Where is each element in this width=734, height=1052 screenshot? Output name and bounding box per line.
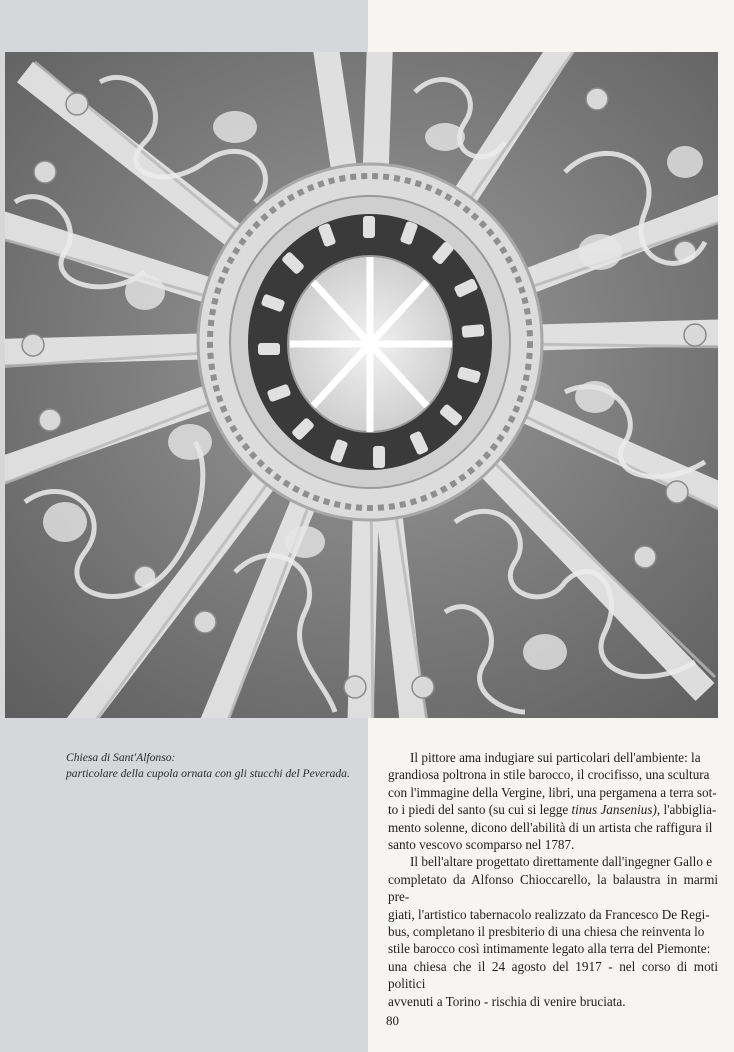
- caption-line-1: Chiesa di Sant'Alfonso:: [66, 751, 176, 764]
- page-number: 80: [386, 1013, 399, 1028]
- text-line: una chiesa che il 24 agosto del 1917 - nel corso di moti politici: [388, 958, 718, 992]
- text-line: santo vescovo scomparso nel 1787.: [388, 837, 575, 853]
- text-line: con l'immagine della Vergine, libri, una pergamena a terra sot-: [388, 784, 717, 800]
- text-line-with-italic: [388, 801, 718, 818]
- dome-ceiling-photo: [5, 52, 718, 718]
- text-line: Il bell'altare progettato direttamente dall'ingegner Gallo e: [410, 854, 713, 870]
- caption-line-2: particolare della cupola ornata con gli stucchi del Peverada.: [66, 767, 350, 780]
- italic-quote: tinus Jansenius): [571, 802, 657, 818]
- photo-caption: [66, 750, 356, 782]
- paragraph-1: [388, 749, 718, 853]
- text-line: grandiosa poltrona in stile barocco, il crocifisso, una scultura: [388, 767, 710, 783]
- text-run: , l'abbiglia-: [656, 802, 717, 818]
- text-line: Il pittore ama indugiare sui particolari dell'ambiente: la: [410, 750, 701, 765]
- text-run: to i piedi del santo (su cui si legge: [388, 802, 572, 818]
- text-line: completato da Alfonso Chioccarello, la balaustra in marmi pre-: [388, 871, 718, 905]
- article-body: [388, 749, 718, 1010]
- text-line: avvenuti a Torino - rischia di venire bruciata.: [388, 993, 626, 1009]
- text-line: stile barocco così intimamente legato alla terra del Piemonte:: [388, 941, 711, 957]
- text-line: mento solenne, dicono dell'abilità di un artista che raffigura il: [388, 819, 713, 835]
- paragraph-2: [388, 853, 718, 1010]
- text-line: bus, completano il presbiterio di una chiesa che reinventa lo: [388, 924, 705, 940]
- text-line: giati, l'artistico tabernacolo realizzato da Francesco De Regi-: [388, 906, 710, 922]
